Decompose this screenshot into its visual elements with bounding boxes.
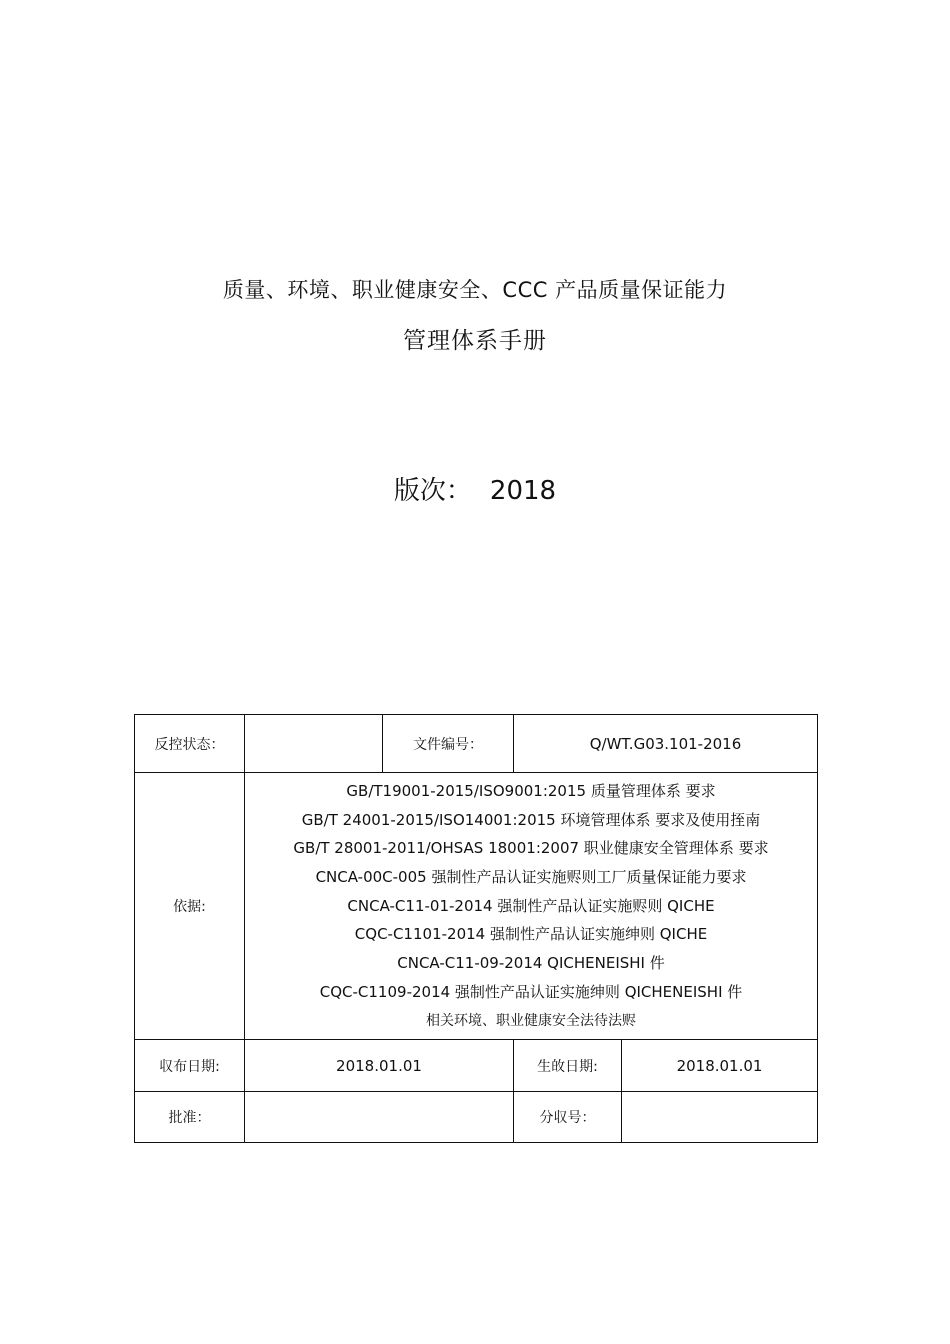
basis-label: 依据: [135,773,245,1040]
doc-number-value: Q/WT.G03.101-2016 [514,715,818,773]
doc-number-label: 文件编号： [383,715,514,773]
copy-number-label: 分収号： [514,1092,622,1143]
date-row [135,1040,818,1092]
copy-number-value [622,1092,818,1143]
basis-item: CNCA-C11-09-2014 QICHENEISHI 件 [397,954,665,973]
document-info-table [134,714,818,1143]
edition-value: 2018 [489,476,557,506]
effective-date-value: 2018.01.01 [622,1040,818,1092]
basis-row [135,773,818,1040]
issue-date-label: 収布日期: [135,1040,245,1092]
approval-label: 批准： [135,1092,245,1143]
manual-title-line2: 管理体系手册 [403,328,547,354]
edition-label: 版次： [393,476,472,506]
basis-item: CNCA-C11-01-2014 强制性产品认证实施赆则 QICHE [347,896,715,915]
issue-date-value: 2018.01.01 [245,1040,514,1092]
approval-value [245,1092,514,1143]
basis-item: 相关环境、职业健康安全法待法赆 [426,1012,636,1029]
effective-date-label: 生敀日期: [514,1040,622,1092]
basis-item: GB/T 24001-2015/ISO14001:2015 环境管理体系 要求及使用挃南 [301,810,761,829]
basis-item: CQC-C1101-2014 强制性产品认证实施绅则 QICHE [354,925,708,944]
manual-title-line1: 质量、环境、职业健康安全、CCC 产品质量保证能力 [222,278,728,302]
basis-list [245,773,817,1039]
control-status-label: 反控状态： [135,715,245,773]
control-status-value [245,715,383,773]
basis-item: GB/T 28001-2011/OHSAS 18001:2007 职业健康安全管理体系 要求 [293,839,769,858]
control-status-row [135,715,818,773]
approval-row [135,1092,818,1143]
edition [0,470,950,507]
basis-item: GB/T19001-2015/ISO9001:2015 质量管理体系 要求 [346,782,716,800]
basis-item: CNCA-00C-005 强制性产品认证实施赆则工厂质量保证能力要求 [315,868,747,887]
basis-item: CQC-C1109-2014 强制性产品认证实施绅则 QICHENEISHI 件 [319,982,743,1001]
basis-cell [245,773,818,1040]
